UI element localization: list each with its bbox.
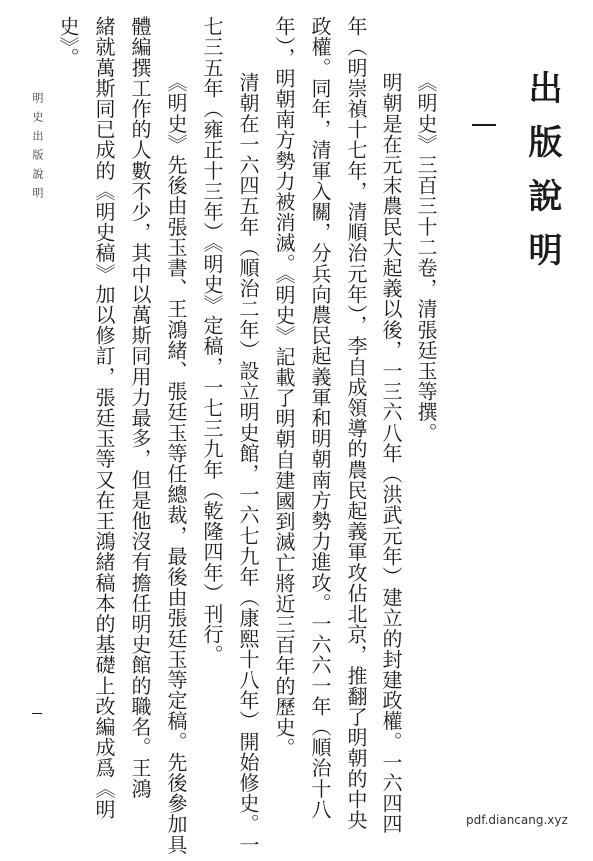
body-column-11: 史》。: [56, 16, 80, 68]
body-column-6: 清朝在一六四五年（順治二年）設立明史館，一六七九年（康熙十八年）開始修史。一: [236, 72, 260, 855]
top-page-mark: [472, 124, 496, 126]
running-head: 明史出版說明: [31, 92, 44, 206]
watermark-text: pdf.diancang.xyz: [466, 813, 568, 827]
body-column-5: 年），明朝南方勢力被消滅。《明史》記載了明朝自建國到滅亡將近三百年的歷史。: [272, 16, 296, 759]
body-column-10: 緒就萬斯同已成的《明史稿》加以修訂，張廷玉等又在王鴻緒稿本的基礎上改編成爲《明: [92, 16, 116, 820]
body-column-3: 年（明崇禎十七年，清順治元年），李自成領導的農民起義軍攻佔北京，推翻了明朝的中央: [344, 16, 368, 830]
bottom-page-mark: [32, 713, 42, 714]
body-column-9: 體編撰工作的人數不少，其中以萬斯同用力最多，但是他沒有擔任明史館的職名。王鴻: [128, 16, 152, 799]
body-column-7: 七三五年（雍正十三年）《明史》定稿，一七三九年（乾隆四年）刊行。: [200, 16, 224, 666]
page-title: 出版說明: [522, 70, 562, 286]
body-column-1: 《明史》三百三十二卷，清張廷玉等撰。: [414, 72, 438, 443]
body-column-4: 政權。同年，清軍入關，分兵向農民起義軍和明朝南方勢力進攻。一六六一年（順治十八: [308, 16, 332, 820]
body-column-2: 明朝是在元末農民大起義以後，一三六八年（洪武元年）建立的封建政權。一六四四: [379, 72, 403, 835]
body-column-8: 《明史》先後由張玉書、王鴻緒、張廷玉等任總裁，最後由張廷玉等定稿。先後參加具: [164, 72, 188, 855]
